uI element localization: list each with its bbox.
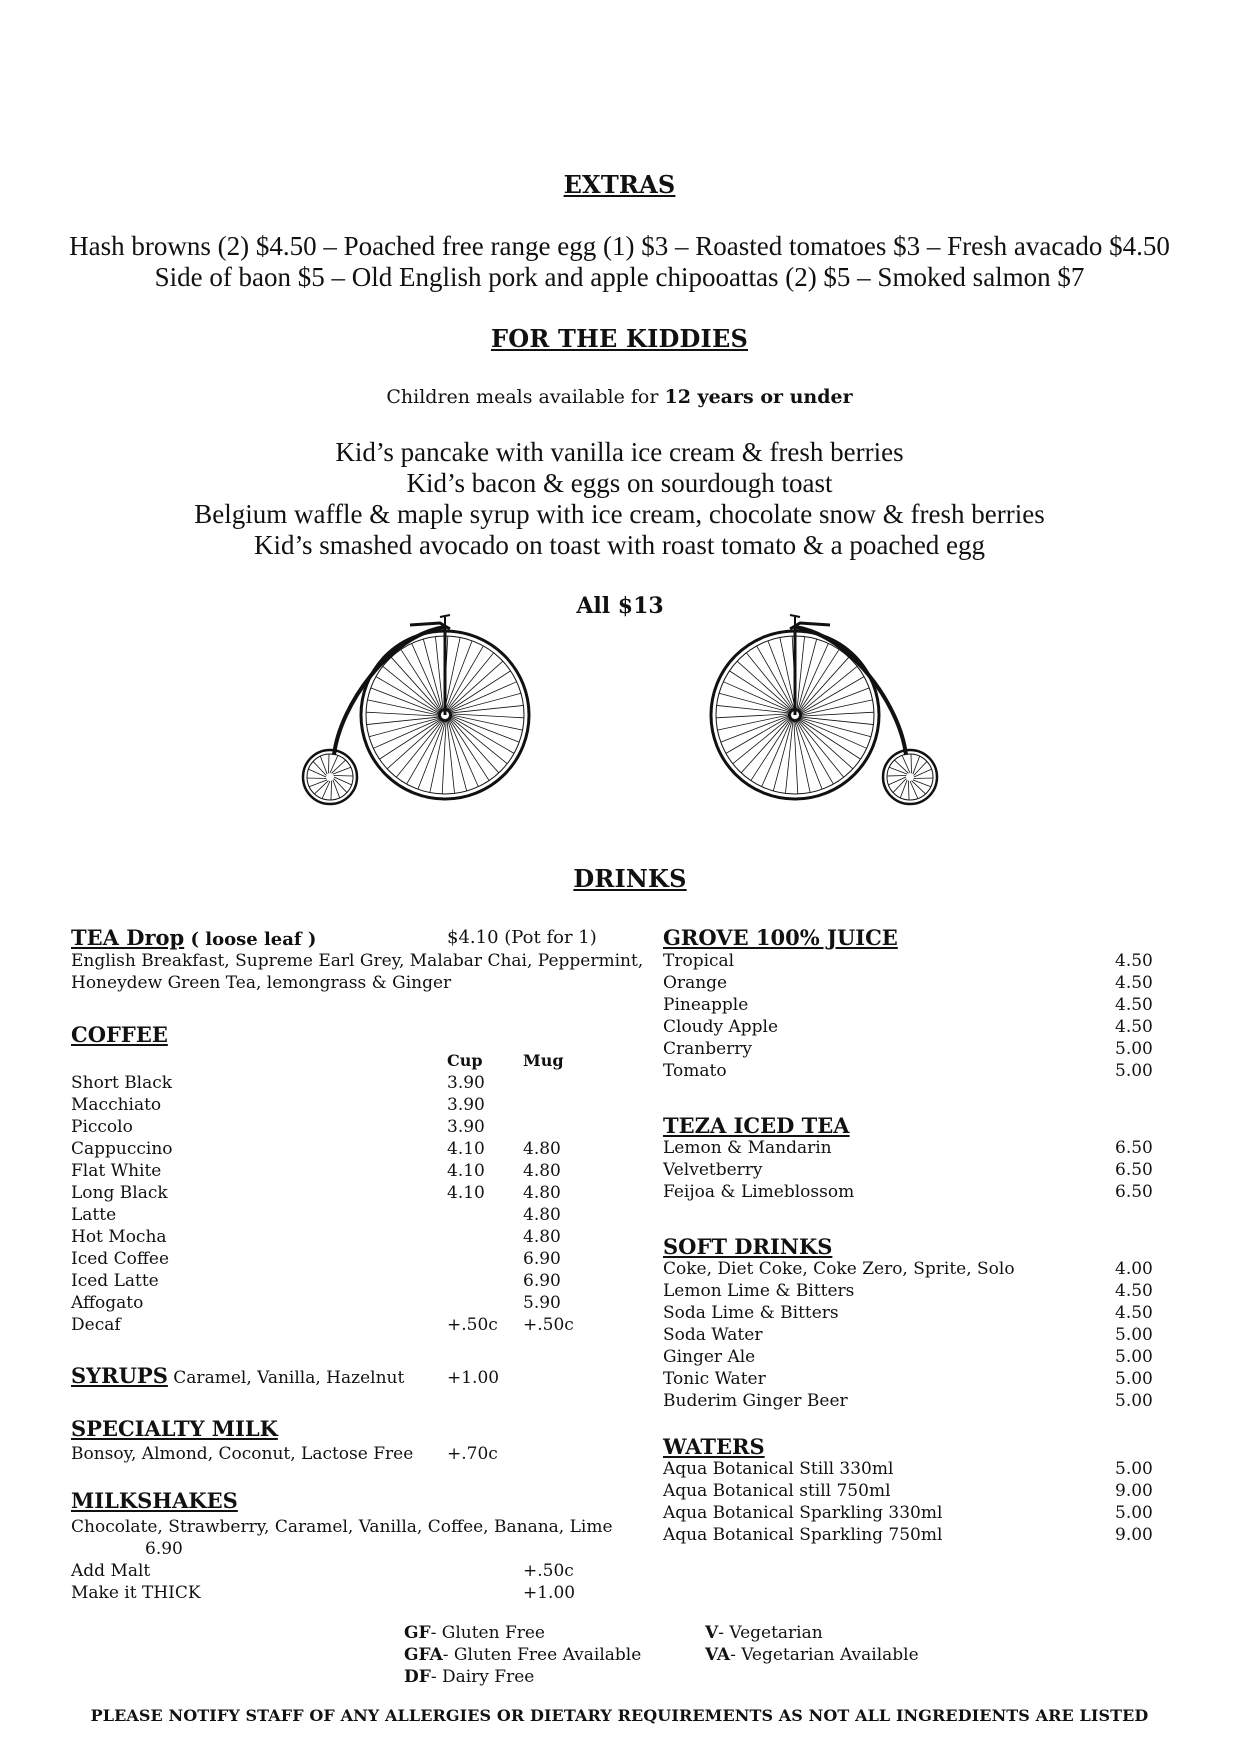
kiddies-item: Belgium waffle & maple syrup with ice cream, chocolate snow & fresh berries [194, 499, 1045, 529]
coffee-item-name: Iced Coffee [71, 1249, 170, 1269]
specialty-milk-title: SPECIALTY MILK [71, 1416, 278, 1441]
legend-gfa-code: GFA [404, 1645, 443, 1665]
milkshake-addon-name: Make it THICK [71, 1583, 201, 1603]
kiddies-heading: FOR THE KIDDIES [491, 324, 748, 353]
coffee-item-cup-price: 3.90 [447, 1073, 485, 1093]
coffee-item-cup-price: 3.90 [447, 1095, 485, 1115]
coffee-item-mug-price: 6.90 [523, 1249, 561, 1269]
kiddies-note-age: 12 years or under [664, 386, 853, 408]
soft-drink-item-price: 5.00 [1115, 1391, 1153, 1411]
milkshakes-desc: Chocolate, Strawberry, Caramel, Vanilla, Coffee, Banana, Lime [71, 1517, 613, 1537]
water-item-price: 5.00 [1115, 1459, 1153, 1479]
specialty-milk-price: +.70c [447, 1444, 498, 1464]
legend-v [705, 1622, 823, 1644]
iced-tea-item-price: 6.50 [1115, 1160, 1153, 1180]
syrups-title: SYRUPS [71, 1363, 168, 1388]
water-item-price: 9.00 [1115, 1481, 1153, 1501]
coffee-item-mug-price: 5.90 [523, 1293, 561, 1313]
coffee-item-cup-price: 3.90 [447, 1117, 485, 1137]
soft-drink-item-price: 4.50 [1115, 1281, 1153, 1301]
syrups-desc: Caramel, Vanilla, Hazelnut [167, 1368, 405, 1388]
coffee-item-cup-price: 4.10 [447, 1139, 485, 1159]
coffee-item-name: Decaf [71, 1315, 121, 1335]
water-item-price: 9.00 [1115, 1525, 1153, 1545]
iced-tea-item-name: Velvetberry [663, 1160, 763, 1180]
coffee-item-name: Latte [71, 1205, 117, 1225]
soft-drink-item-name: Lemon Lime & Bitters [663, 1281, 855, 1301]
coffee-item-name: Piccolo [71, 1117, 133, 1137]
juice-item-name: Pineapple [663, 995, 749, 1015]
coffee-item-cup-price: +.50c [447, 1315, 498, 1335]
coffee-item-name: Long Black [71, 1183, 168, 1203]
soft-drink-item-name: Coke, Diet Coke, Coke Zero, Sprite, Solo [663, 1259, 1015, 1279]
coffee-item-name: Cappuccino [71, 1139, 173, 1159]
kiddies-note-text: Children meals available for [386, 386, 665, 408]
juice-title: GROVE 100% JUICE [663, 925, 898, 950]
coffee-title: COFFEE [71, 1022, 168, 1047]
water-item-name: Aqua Botanical Still 330ml [663, 1459, 894, 1479]
legend-gf-code: GF [404, 1623, 431, 1643]
juice-item-name: Cloudy Apple [663, 1017, 779, 1037]
juice-item-price: 5.00 [1115, 1061, 1153, 1081]
legend-gf-text: - Gluten Free [430, 1623, 545, 1643]
juice-item-name: Tomato [663, 1061, 727, 1081]
legend-df-code: DF [404, 1667, 431, 1687]
coffee-item-name: Short Black [71, 1073, 173, 1093]
tea-desc: Honeydew Green Tea, lemongrass & Ginger [71, 973, 452, 993]
coffee-item-cup-price: 4.10 [447, 1183, 485, 1203]
soft-drinks-title: SOFT DRINKS [663, 1234, 833, 1259]
juice-item-name: Orange [663, 973, 728, 993]
drinks-heading: DRINKS [573, 864, 687, 893]
water-item-name: Aqua Botanical Sparkling 330ml [663, 1503, 943, 1523]
coffee-item-name: Affogato [71, 1293, 144, 1313]
soft-drink-item-price: 5.00 [1115, 1369, 1153, 1389]
coffee-item-name: Flat White [71, 1161, 162, 1181]
legend-gfa [404, 1644, 641, 1666]
kiddies-item: Kid’s pancake with vanilla ice cream & fresh berries [335, 437, 904, 467]
juice-item-name: Tropical [663, 951, 735, 971]
juice-item-price: 4.50 [1115, 951, 1153, 971]
waters-title: WATERS [663, 1434, 765, 1459]
coffee-item-mug-price: 4.80 [523, 1139, 561, 1159]
milkshake-addon-name: Add Malt [71, 1561, 151, 1581]
juice-item-name: Cranberry [663, 1039, 753, 1059]
tea-title: TEA Drop [71, 925, 185, 950]
legend-va [705, 1644, 919, 1666]
allergy-notice: PLEASE NOTIFY STAFF OF ANY ALLERGIES OR DIETARY REQUIREMENTS AS NOT ALL INGREDIENTS ARE LISTED [90, 1706, 1149, 1725]
coffee-item-mug-price: 4.80 [523, 1227, 561, 1247]
coffee-item-mug-price: 4.80 [523, 1161, 561, 1181]
legend-gfa-text: - Gluten Free Available [442, 1645, 642, 1665]
kiddies-item: Kid’s bacon & eggs on sourdough toast [406, 468, 833, 498]
milkshake-addon-price: +1.00 [523, 1583, 576, 1603]
soft-drink-item-price: 5.00 [1115, 1347, 1153, 1367]
juice-item-price: 5.00 [1115, 1039, 1153, 1059]
extras-line-2: Side of baon $5 – Old English pork and apple chipooattas (2) $5 – Smoked salmon $7 [154, 262, 1085, 292]
coffee-item-cup-price: 4.10 [447, 1161, 485, 1181]
legend-va-code: VA [705, 1645, 731, 1665]
syrups-row [71, 1363, 404, 1389]
extras-heading: EXTRAS [563, 170, 676, 199]
soft-drink-item-price: 5.00 [1115, 1325, 1153, 1345]
coffee-item-name: Macchiato [71, 1095, 162, 1115]
specialty-milk-desc: Bonsoy, Almond, Coconut, Lactose Free [71, 1444, 414, 1464]
soft-drink-item-name: Buderim Ginger Beer [663, 1391, 848, 1411]
legend-df [404, 1666, 534, 1688]
extras-line-1: Hash browns (2) $4.50 – Poached free range egg (1) $3 – Roasted tomatoes $3 – Fresh avacado $4.50 [69, 231, 1170, 261]
penny-farthing-bicycle-icon [700, 605, 940, 810]
coffee-item-name: Iced Latte [71, 1271, 159, 1291]
kiddies-note [0, 386, 1239, 408]
tea-subtitle: ( loose leaf ) [184, 929, 317, 950]
kiddies-price: All $13 [576, 593, 664, 619]
soft-drink-item-name: Soda Lime & Bitters [663, 1303, 839, 1323]
tea-header [71, 925, 316, 950]
legend-v-code: V [705, 1623, 719, 1643]
soft-drink-item-price: 4.00 [1115, 1259, 1153, 1279]
coffee-col-mug: Mug [523, 1051, 564, 1070]
penny-farthing-bicycle-icon [300, 605, 540, 810]
water-item-price: 5.00 [1115, 1503, 1153, 1523]
juice-item-price: 4.50 [1115, 973, 1153, 993]
legend-df-text: - Dairy Free [430, 1667, 535, 1687]
coffee-item-mug-price: 4.80 [523, 1205, 561, 1225]
legend-va-text: - Vegetarian Available [730, 1645, 919, 1665]
coffee-item-mug-price: 6.90 [523, 1271, 561, 1291]
coffee-col-cup: Cup [447, 1051, 483, 1070]
water-item-name: Aqua Botanical still 750ml [663, 1481, 891, 1501]
coffee-item-mug-price: +.50c [523, 1315, 574, 1335]
kiddies-item: Kid’s smashed avocado on toast with roast tomato & a poached egg [253, 530, 986, 560]
legend-v-text: - Vegetarian [718, 1623, 823, 1643]
iced-tea-item-price: 6.50 [1115, 1182, 1153, 1202]
milkshakes-title: MILKSHAKES [71, 1488, 238, 1513]
iced-tea-item-price: 6.50 [1115, 1138, 1153, 1158]
coffee-item-name: Hot Mocha [71, 1227, 167, 1247]
iced-tea-item-name: Lemon & Mandarin [663, 1138, 832, 1158]
water-item-name: Aqua Botanical Sparkling 750ml [663, 1525, 943, 1545]
legend-gf [404, 1622, 545, 1644]
soft-drink-item-name: Ginger Ale [663, 1347, 756, 1367]
syrups-price: +1.00 [447, 1368, 500, 1388]
iced-tea-item-name: Feijoa & Limeblossom [663, 1182, 855, 1202]
soft-drink-item-name: Tonic Water [663, 1369, 766, 1389]
tea-price: $4.10 (Pot for 1) [447, 927, 597, 948]
tea-desc: English Breakfast, Supreme Earl Grey, Malabar Chai, Peppermint, [71, 951, 644, 971]
milkshake-addon-price: +.50c [523, 1561, 574, 1581]
soft-drink-item-name: Soda Water [663, 1325, 763, 1345]
juice-item-price: 4.50 [1115, 995, 1153, 1015]
milkshakes-price: 6.90 [145, 1539, 183, 1559]
juice-item-price: 4.50 [1115, 1017, 1153, 1037]
coffee-item-mug-price: 4.80 [523, 1183, 561, 1203]
soft-drink-item-price: 4.50 [1115, 1303, 1153, 1323]
iced-tea-title: TEZA ICED TEA [663, 1113, 850, 1138]
